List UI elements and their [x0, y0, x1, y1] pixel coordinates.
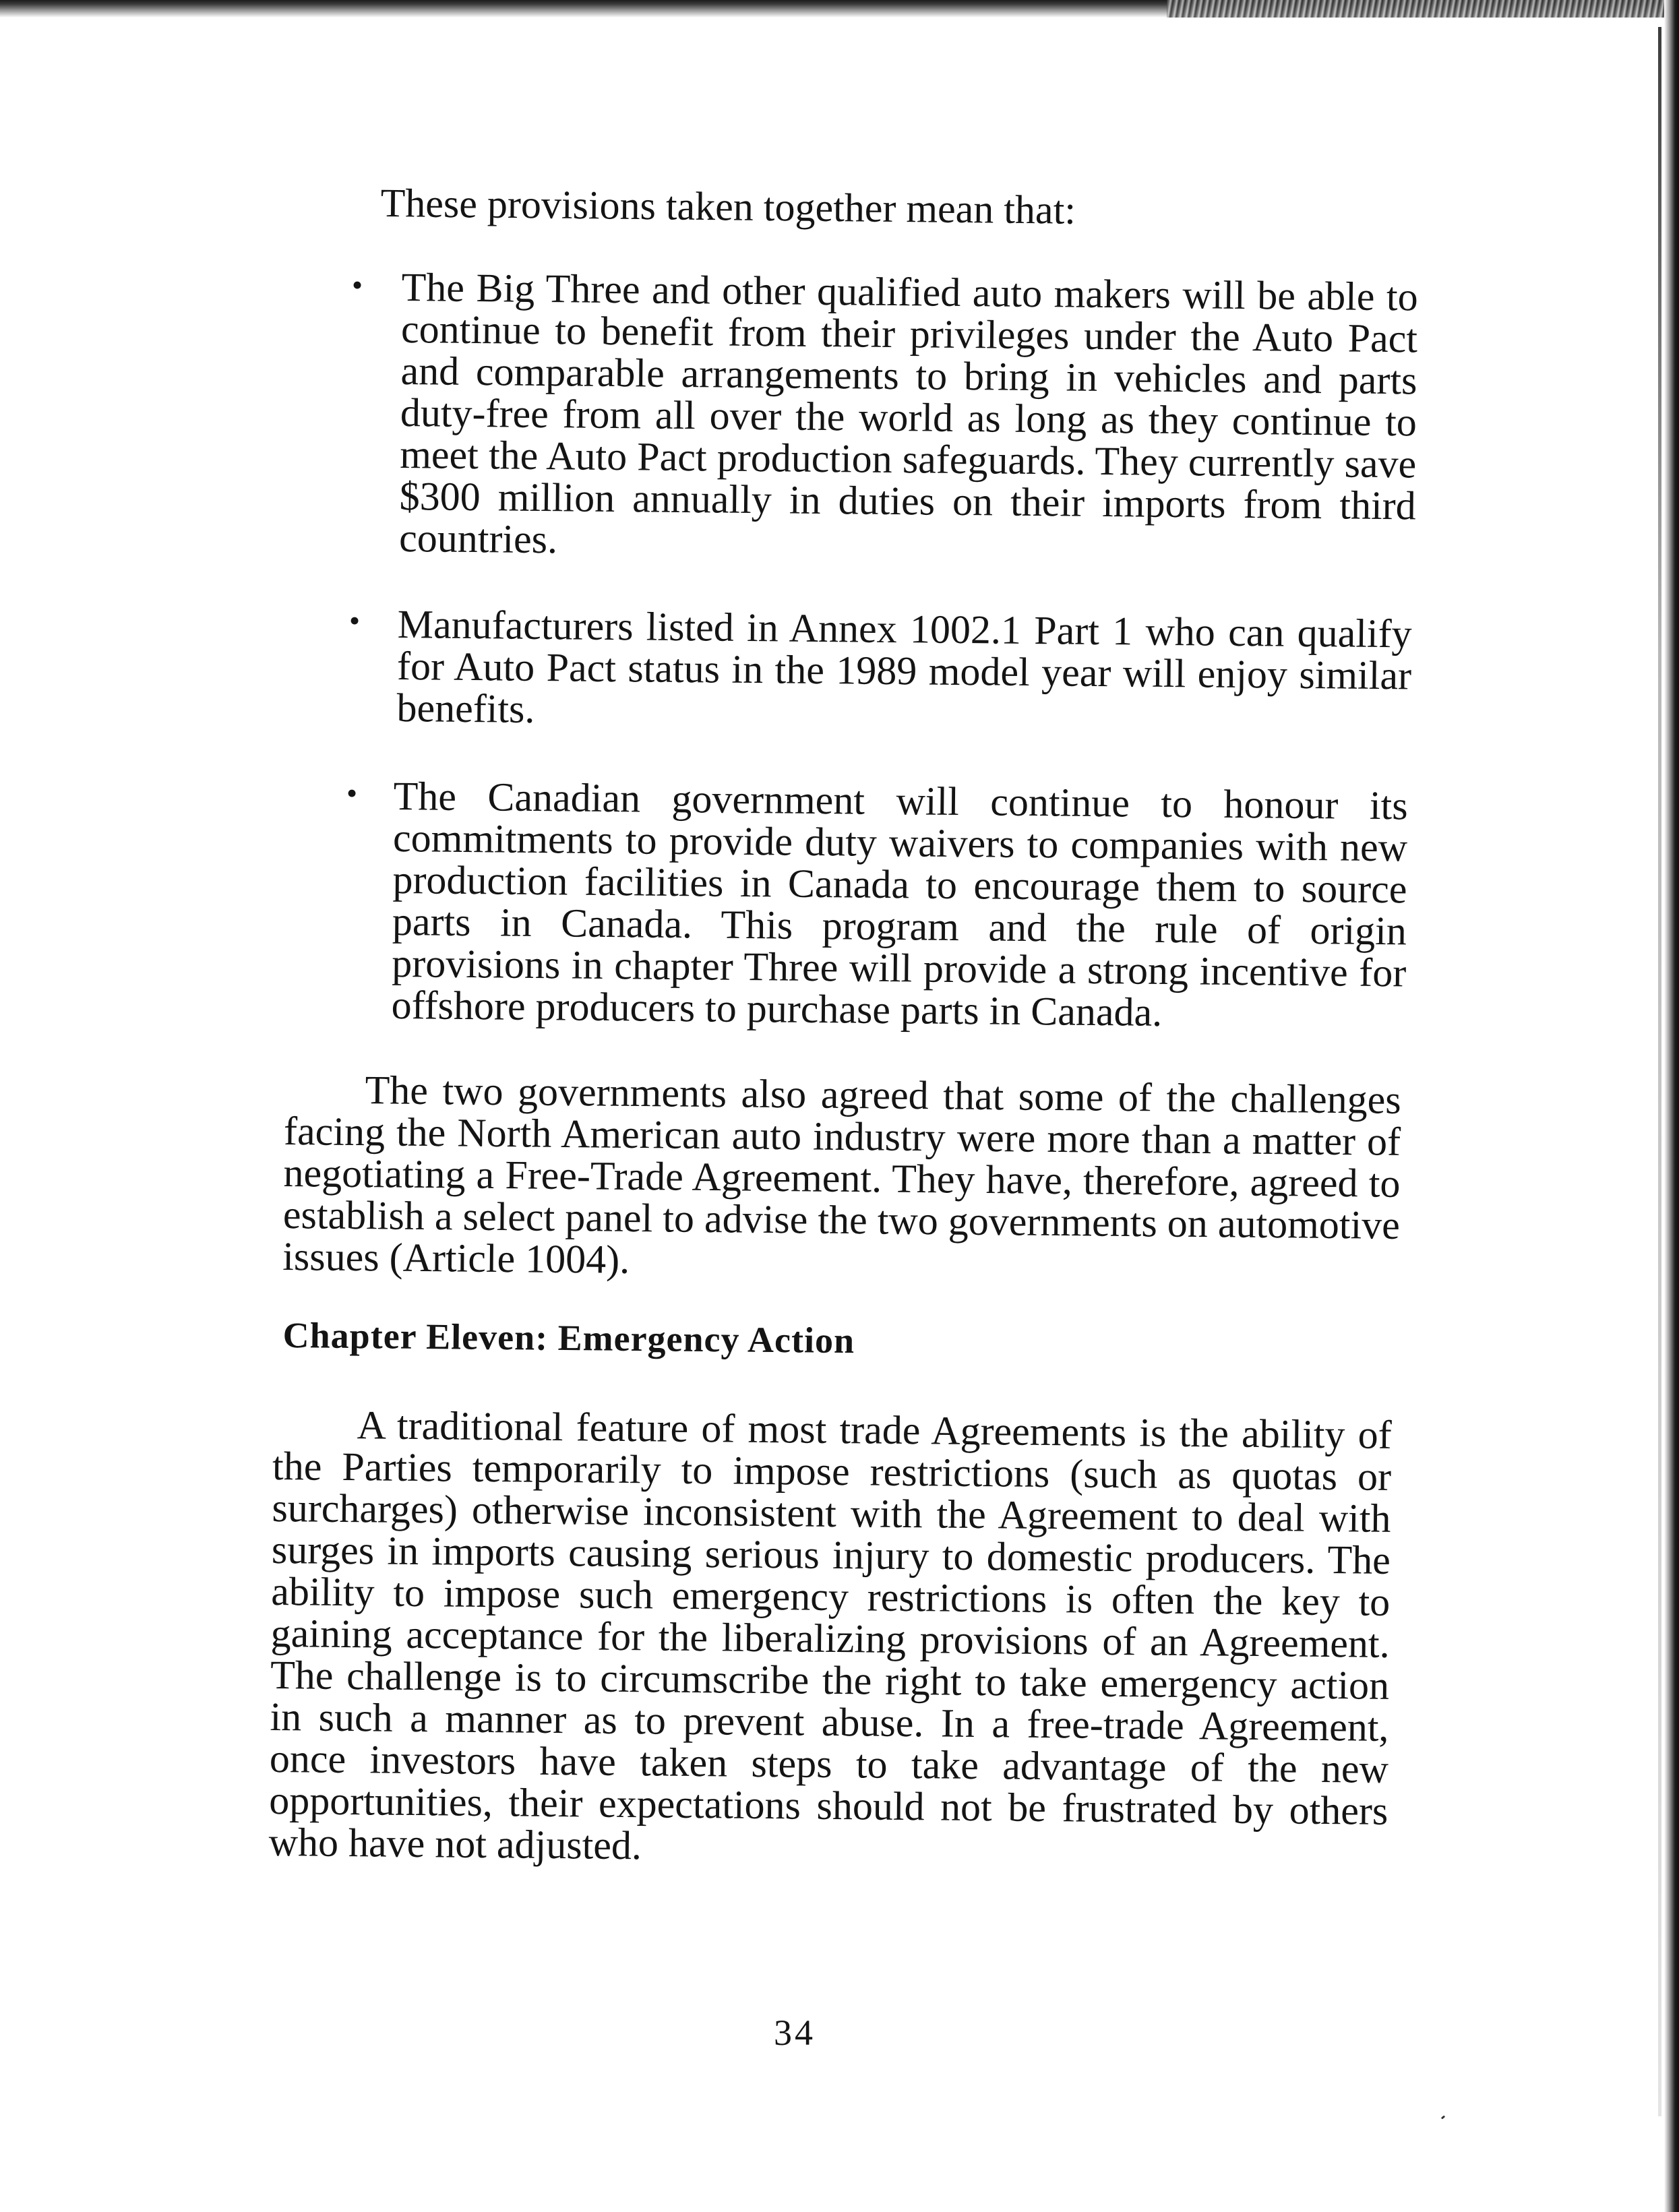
scan-right-edge: [1664, 0, 1679, 2212]
bullet-marker: •: [346, 776, 358, 810]
section-heading: Chapter Eleven: Emergency Action: [282, 1315, 855, 1361]
bullet-item-duty-waivers: The Canadian government will continue to honour its commitments to provide duty waivers to companies with new production facilities in Canada to encourage them to source parts in Canada. This program and the rule of origin provisions in chapter Three will provide a strong incentive for offshore producers to purchase parts in Canada.: [391, 774, 1408, 1035]
scan-top-edge: [0, 0, 1679, 18]
paragraph-select-panel: The two governments also agreed that some of the challenges facing the North American auto industry were more than a matter of negotiating a Free-Trade Agreement. They have, therefore, agreed to establish a select panel to advise the two governments on automotive issues (Article 1004).: [282, 1068, 1401, 1282]
paragraph-emergency-action: A traditional feature of most trade Agreements is the ability of the Parties temporarily to impose restrictions (such as quotas or surcharges) otherwise inconsistent with the Agreement to deal with surges in imports causing serious injury to domestic producers. The ability to impose such emergency restrictions is often the key to gaining acceptance for the liberalizing provisions of an Agreement. The challenge is to circumscribe the right to take emergency action in such a manner as to prevent abuse. In a free-trade Agreement, once investors have taken steps to take advantage of the new opportunities, their expectations should not be frustrated by others who have not adjusted.: [268, 1403, 1392, 1868]
bullet-marker: •: [352, 268, 363, 302]
intro-sentence: These provisions taken together mean that:: [380, 181, 1076, 233]
page-number: 34: [774, 2013, 816, 2053]
bullet-item-annex-manufacturers: Manufacturers listed in Annex 1002.1 Part 1 who can qualify for Auto Pact status in the 1989 model year will enjoy similar benefits.: [396, 602, 1412, 731]
bullet-item-big-three: The Big Three and other qualified auto makers will be able to continue to benefit from their privileges under the Auto Pact and comparable arrangements to bring in vehicles and parts duty-free from all over the world as long as they continue to meet the Auto Pact production safeguards. They currently save $300 million annually in duties on their imports from third countries.: [398, 265, 1418, 562]
scan-right-shadow: [1658, 27, 1661, 2116]
bullet-marker: •: [349, 603, 361, 638]
scan-speck: [1441, 2115, 1446, 2119]
